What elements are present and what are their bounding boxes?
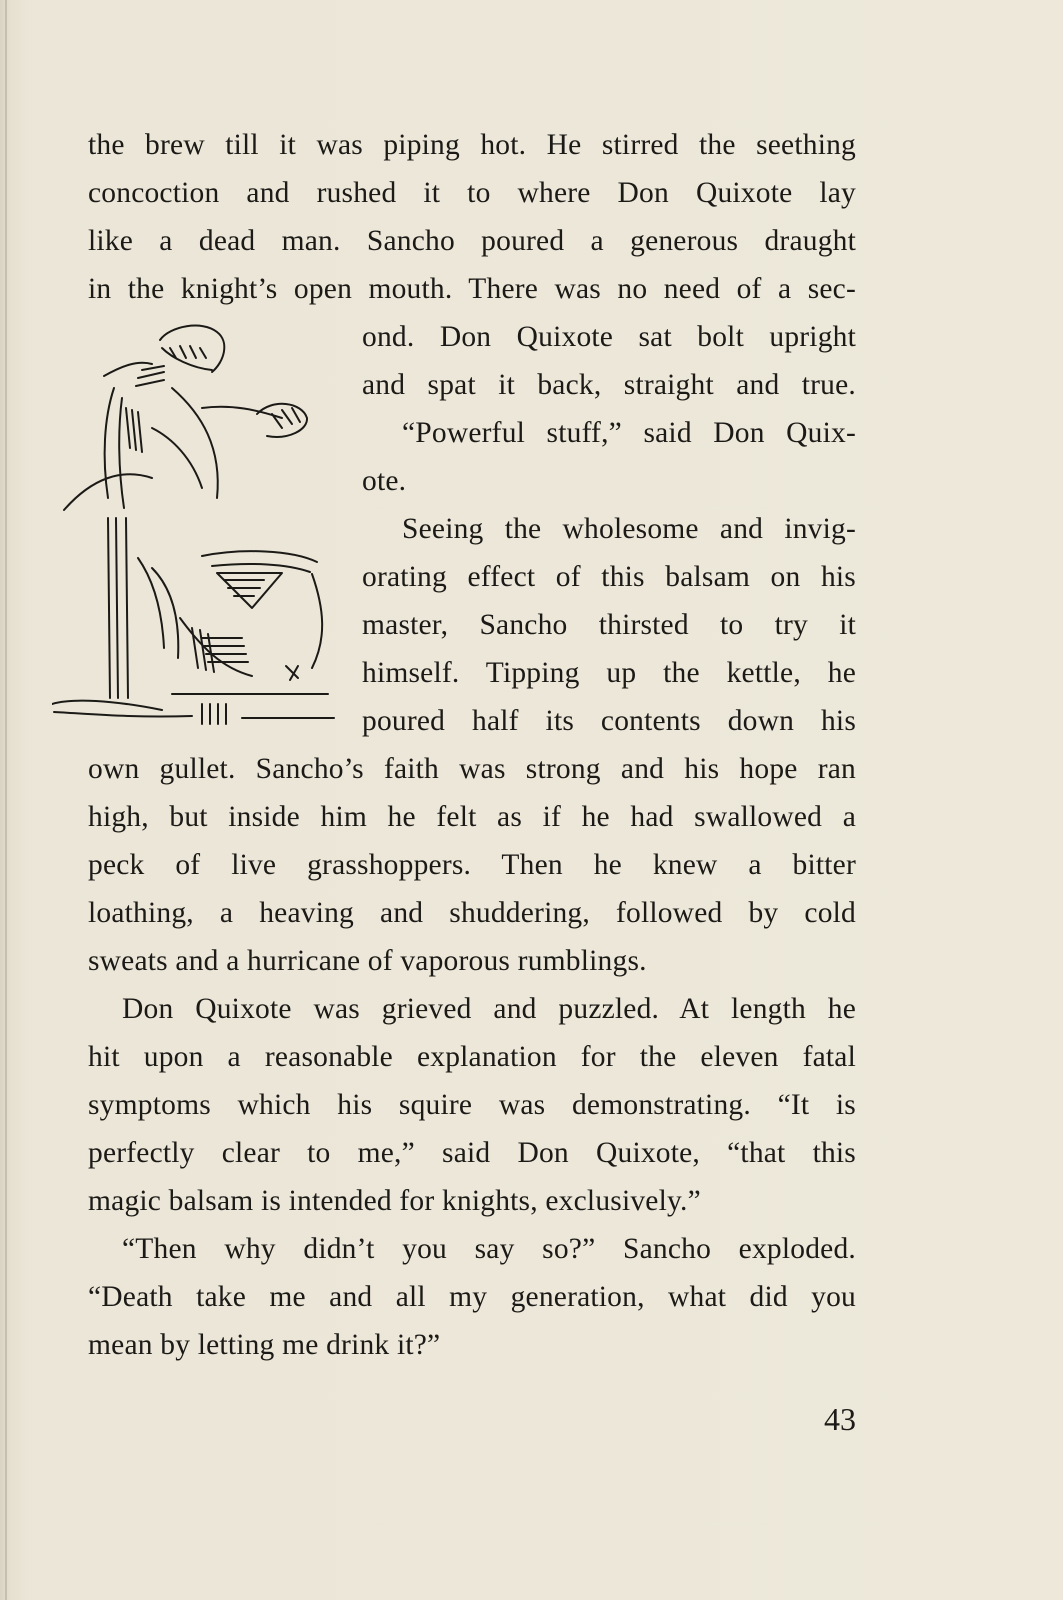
text-line: mean by letting me drink it?” — [88, 1329, 441, 1361]
text-line: ond. Don Quixote sat bolt upright — [362, 321, 856, 353]
text-line: master, Sancho thirsted to try it — [362, 609, 856, 641]
text-line: orating effect of this balsam on his — [362, 561, 856, 593]
text-line: Seeing the wholesome and invig- — [402, 513, 856, 545]
text-line: symptoms which his squire was demonstrating. “It is — [88, 1089, 856, 1121]
text-line: magic balsam is intended for knights, exclusively.” — [88, 1185, 701, 1217]
text-line: and spat it back, straight and true. — [362, 369, 856, 401]
text-line: “Death take me and all my generation, what did you — [88, 1281, 856, 1313]
text-line: poured half its contents down his — [362, 705, 856, 737]
text-line: Don Quixote was grieved and puzzled. At length he — [122, 993, 856, 1025]
text-line: ote. — [362, 465, 407, 497]
page-gutter — [5, 0, 7, 1600]
text-line: loathing, a heaving and shuddering, followed by cold — [88, 897, 856, 929]
text-line: the brew till it was piping hot. He stirred the seething — [88, 129, 856, 161]
text-line: high, but inside him he felt as if he had swallowed a — [88, 801, 856, 833]
text-line: “Powerful stuff,” said Don Quix- — [402, 417, 856, 449]
text-line: sweats and a hurricane of vaporous rumblings. — [88, 945, 647, 977]
text-line: perfectly clear to me,” said Don Quixote, “that this — [88, 1137, 856, 1169]
text-line: hit upon a reasonable explanation for the eleven fatal — [88, 1041, 856, 1073]
text-line: concoction and rushed it to where Don Quixote lay — [88, 177, 856, 209]
text-line: own gullet. Sancho’s faith was strong and his hope ran — [88, 753, 856, 785]
text-line: in the knight’s open mouth. There was no need of a sec- — [88, 273, 856, 305]
text-line: like a dead man. Sancho poured a generous draught — [88, 225, 856, 257]
sancho-pouring-kettle-illustration — [52, 318, 347, 738]
text-line: “Then why didn’t you say so?” Sancho exploded. — [122, 1233, 856, 1265]
text-line: himself. Tipping up the kettle, he — [362, 657, 856, 689]
page-number: 43 — [824, 1401, 856, 1437]
text-line: peck of live grasshoppers. Then he knew a bitter — [88, 849, 856, 881]
